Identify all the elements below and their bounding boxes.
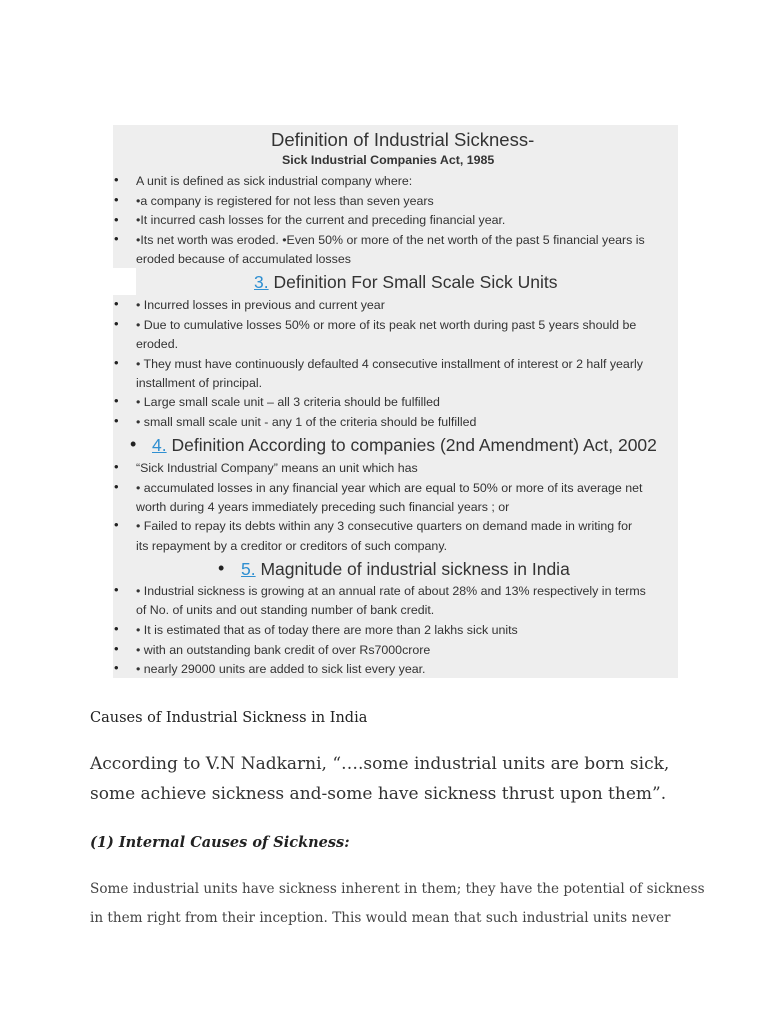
bullet-marker: • — [114, 172, 119, 187]
section-4-link[interactable]: 4. — [152, 435, 167, 455]
list-item: •a company is registered for not less than seven years — [136, 194, 434, 208]
list-item: A unit is defined as sick industrial company where: — [136, 174, 413, 188]
slide-title: Definition of Industrial Sickness- — [271, 129, 535, 150]
list-item: “Sick Industrial Company” means an unit which has — [136, 461, 418, 475]
article-heading: Causes of Industrial Sickness in India — [90, 710, 368, 726]
bullet-marker: • — [114, 296, 119, 311]
bullet-marker: • — [114, 413, 119, 428]
bullet-marker: • — [114, 621, 119, 636]
section-4-title: Definition According to companies (2nd Amendment) Act, 2002 — [166, 435, 657, 455]
bullet-marker: • — [114, 582, 119, 597]
bullet-marker: • — [114, 355, 119, 370]
list-item: •Its net worth was eroded. •Even 50% or more of the net worth of the past 5 financial years is — [136, 233, 645, 247]
slide-notch — [113, 268, 136, 295]
article-paragraph-line-2: in them right from their inception. This would mean that such industrial units never — [90, 910, 671, 926]
section-5-heading — [241, 559, 570, 580]
article-quote-line-1: According to V.N Nadkarni, “….some industrial units are born sick, — [90, 754, 670, 774]
list-item: • Due to cumulative losses 50% or more of its peak net worth during past 5 years should be — [136, 318, 637, 332]
bullet-marker: • — [130, 434, 137, 454]
list-item: •It incurred cash losses for the current and preceding financial year. — [136, 213, 506, 227]
list-item-continuation: of No. of units and out standing number of bank credit. — [136, 603, 435, 617]
bullet-marker: • — [114, 479, 119, 494]
article-paragraph-line-1: Some industrial units have sickness inherent in them; they have the potential of sickness — [90, 881, 705, 897]
bullet-marker: • — [114, 459, 119, 474]
section-4-heading — [152, 435, 657, 456]
section-3-title: Definition For Small Scale Sick Units — [268, 272, 558, 292]
list-item: • Industrial sickness is growing at an annual rate of about 28% and 13% respectively in terms — [136, 584, 646, 598]
list-item: • They must have continuously defaulted 4 consecutive installment of interest or 2 half yearly — [136, 357, 643, 371]
bullet-marker: • — [114, 316, 119, 331]
list-item-continuation: worth during 4 years immediately preceding such financial years ; or — [136, 500, 510, 514]
list-item: • nearly 29000 units are added to sick list every year. — [136, 662, 426, 676]
bullet-marker: • — [114, 641, 119, 656]
list-item: • with an outstanding bank credit of over Rs7000crore — [136, 643, 431, 657]
list-item: • accumulated losses in any financial year which are equal to 50% or more of its average net — [136, 481, 643, 495]
bullet-marker: • — [114, 660, 119, 675]
bullet-marker: • — [114, 212, 119, 227]
list-item: • Incurred losses in previous and current year — [136, 298, 385, 312]
bullet-marker: • — [114, 517, 119, 532]
bullet-marker: • — [114, 231, 119, 246]
list-item-continuation: eroded because of accumulated losses — [136, 252, 351, 266]
slide-subtitle: Sick Industrial Companies Act, 1985 — [282, 153, 495, 167]
bullet-marker: • — [218, 558, 225, 578]
section-5-title: Magnitude of industrial sickness in India — [255, 559, 570, 579]
article-subheading: (1) Internal Causes of Sickness: — [90, 834, 350, 851]
list-item-continuation: installment of principal. — [136, 376, 263, 390]
article-quote-line-2: some achieve sickness and-some have sickness thrust upon them”. — [90, 784, 667, 804]
bullet-marker: • — [114, 192, 119, 207]
section-3-link[interactable]: 3. — [254, 272, 269, 292]
list-item: • It is estimated that as of today there are more than 2 lakhs sick units — [136, 623, 518, 637]
section-5-link[interactable]: 5. — [241, 559, 256, 579]
list-item: • small small scale unit - any 1 of the criteria should be fulfilled — [136, 415, 477, 429]
list-item-continuation: eroded. — [136, 337, 179, 351]
list-item: • Failed to repay its debts within any 3 consecutive quarters on demand made in writing for — [136, 519, 633, 533]
section-3-heading — [254, 272, 557, 293]
bullet-marker: • — [114, 393, 119, 408]
list-item-continuation: its repayment by a creditor or creditors of such company. — [136, 539, 448, 553]
list-item: • Large small scale unit – all 3 criteria should be fulfilled — [136, 395, 440, 409]
